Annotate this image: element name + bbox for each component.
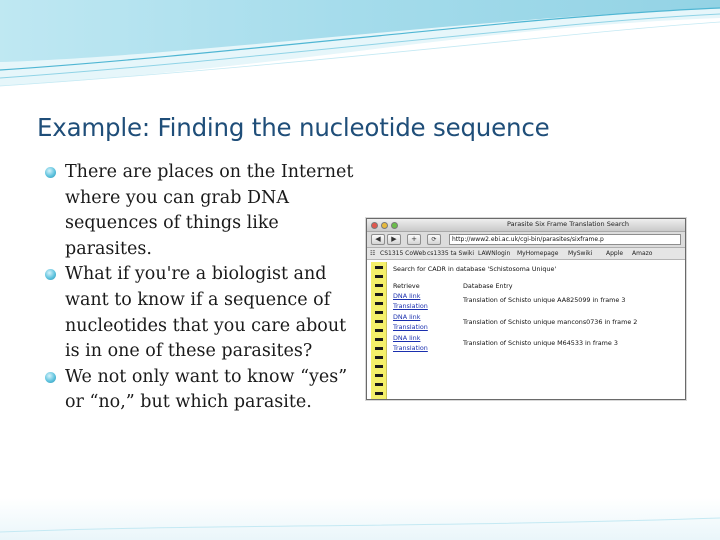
rail-marker [375,365,383,368]
rail-marker [375,383,383,386]
dna-link[interactable]: DNA link [393,313,421,321]
bookmark-item[interactable]: MySwiki [568,250,593,257]
browser-titlebar [367,219,685,232]
bullet-item [44,262,354,364]
header-database-entry: Database Entry [463,282,513,290]
bullet-icon [45,167,56,178]
header-swoosh-decoration [0,0,720,110]
bullet-item [44,160,354,262]
bookmark-item[interactable]: Amazo [632,250,653,257]
zoom-window-icon[interactable] [391,222,398,229]
rail-marker [375,329,383,332]
dna-link[interactable]: DNA link [393,334,421,342]
bullet-text: We not only want to know “yes” or “no,” but which parasite. [65,366,348,413]
result-entry: Translation of Schisto unique mancons0736 in frame 2 [463,318,638,326]
browser-page [367,262,686,400]
translation-link[interactable]: Translation [393,302,428,310]
dna-link[interactable]: DNA link [393,292,421,300]
browser-toolbar [367,232,685,248]
result-entry: Translation of Schisto unique M64533 in frame 3 [463,339,618,347]
rail-marker [375,392,383,395]
rail-marker [375,266,383,269]
translation-link[interactable]: Translation [393,323,428,331]
rail-marker [375,293,383,296]
rail-marker [375,374,383,377]
address-bar[interactable]: http://www2.ebi.ac.uk/cgi-bin/parasites/sixframe.p [449,234,681,245]
slide-title: Example: Finding the nucleotide sequence [37,113,550,142]
translation-link[interactable]: Translation [393,344,428,352]
bullet-text: What if you're a biologist and want to know if a sequence of nucleotides that you care about is in one of these parasites? [65,264,347,362]
minimize-window-icon[interactable] [381,222,388,229]
bookmarks-icon[interactable]: ☷ [370,250,376,257]
rail-marker [375,347,383,350]
bullet-item [44,365,354,416]
rail-marker [375,275,383,278]
bookmark-item[interactable]: LAWNlogin [478,250,511,257]
rail-marker [375,320,383,323]
add-bookmark-button[interactable]: + [407,234,421,245]
bullet-icon [45,372,56,383]
close-window-icon[interactable] [371,222,378,229]
bullet-icon [45,269,56,280]
browser-window-title: Parasite Six Frame Translation Search [507,220,630,228]
bookmark-item[interactable]: cs1335 ta Swiki [427,250,475,257]
bookmark-item[interactable]: CS1315 CoWeb [380,250,427,257]
forward-button[interactable]: ▶ [387,234,401,245]
rail-marker [375,311,383,314]
window-controls [371,222,398,229]
rail-marker [375,284,383,287]
rail-marker [375,302,383,305]
bookmarks-bar [367,248,685,260]
bookmark-item[interactable]: Apple [606,250,624,257]
header-retrieve: Retrieve [393,282,420,290]
bullet-text: There are places on the Internet where you can grab DNA sequences of things like parasites. [65,162,354,259]
rail-marker [375,356,383,359]
rail-marker [375,338,383,341]
back-button[interactable]: ◀ [371,234,385,245]
reload-icon[interactable]: ⟳ [427,234,441,245]
result-entry: Translation of Schisto unique AA825099 in frame 3 [463,296,626,304]
bookmark-item[interactable]: MyHomepage [517,250,559,257]
search-line: Search for CADR in database 'Schistosoma Unique' [393,265,557,273]
browser-screenshot [366,218,686,400]
page-side-rail [371,262,387,400]
bullet-list [44,160,354,416]
footer-band-decoration [0,498,720,540]
